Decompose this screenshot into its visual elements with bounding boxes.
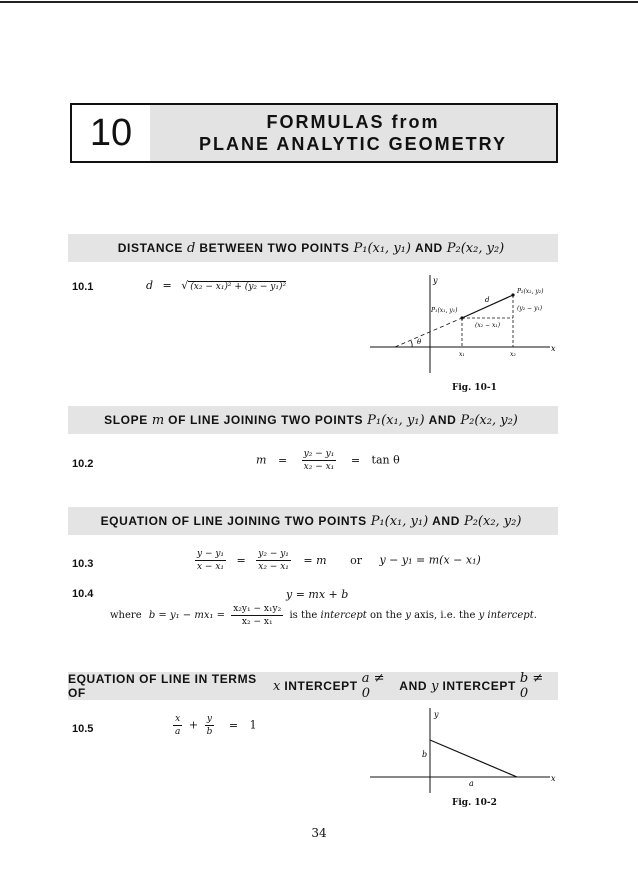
section-heading-equation-line: EQUATION OF LINE JOINING TWO POINTS P₁(x₁, y₁) AND P₂(x₂, y₂) bbox=[68, 507, 558, 535]
formula-number-10-1: 10.1 bbox=[72, 281, 94, 293]
extension-line bbox=[395, 318, 462, 347]
fig-10-2-caption: Fig. 10-2 bbox=[452, 798, 497, 808]
fig1-dy-label: (y₂ − y₁) bbox=[517, 305, 543, 312]
formula-number-10-4: 10.4 bbox=[72, 588, 94, 600]
fig1-d-label: d bbox=[485, 296, 490, 304]
theta-arc bbox=[411, 341, 412, 347]
fig2-b-label: b bbox=[422, 750, 428, 759]
fig-10-1-caption: Fig. 10-1 bbox=[452, 383, 497, 393]
top-rule bbox=[0, 1, 638, 3]
chapter-header bbox=[70, 103, 558, 163]
formula-10-4-note: where b = y₁ − mx₁ = $\frac{\text{x₂y₁ − x₁y₂}}{\text{x₂ − x₁}}$ is the intercept on the y axis, i.e. the y intercept. bbox=[110, 604, 537, 627]
formula-10-4: y = mx + b bbox=[286, 588, 349, 601]
section-heading-slope: SLOPE m OF LINE JOINING TWO POINTS P₁(x₁, y₁) AND P₂(x₂, y₂) bbox=[68, 406, 558, 434]
chapter-number: 10 bbox=[72, 105, 152, 161]
formula-10-5: $\frac{x}{a}$ + $\frac{y}{b}$ = 1 bbox=[175, 714, 257, 737]
chapter-title-line1: FORMULAS from bbox=[266, 112, 440, 132]
formula-10-3: $\frac{\text{y − y₁}}{\text{x − x₁}}$ = $\frac{\text{y₂ − y₁}}{\text{x₂ − x₁}}$ = m or y − y₁ = m(x − x₁) bbox=[197, 549, 481, 572]
fig1-p2-label: P₂(x₂, y₂) bbox=[517, 288, 544, 295]
section-heading-intercepts: EQUATION OF LINE IN TERMS OF x INTERCEPT a ≠ 0 AND y INTERCEPT b ≠ 0 bbox=[68, 672, 558, 700]
section-heading-distance: DISTANCE d BETWEEN TWO POINTS P₁(x₁, y₁) AND P₂(x₂, y₂) bbox=[68, 234, 558, 262]
chapter-title-line2: PLANE ANALYTIC GEOMETRY bbox=[198, 134, 508, 154]
fig1-x1-label: x₁ bbox=[459, 351, 465, 358]
formula-number-10-2: 10.2 bbox=[72, 458, 94, 470]
fig2-y-label: y bbox=[434, 710, 439, 719]
point-p2 bbox=[511, 293, 514, 296]
figure-10-1 bbox=[365, 270, 565, 380]
fig2-x-label: x bbox=[551, 774, 556, 783]
chapter-title bbox=[150, 105, 556, 161]
formula-number-10-5: 10.5 bbox=[72, 723, 94, 735]
point-p1 bbox=[460, 316, 463, 319]
fig1-x-label: x bbox=[551, 344, 556, 353]
fig1-dx-label: (x₂ − x₁) bbox=[475, 322, 501, 329]
intercept-line bbox=[430, 740, 517, 777]
formula-number-10-3: 10.3 bbox=[72, 558, 94, 570]
formula-10-2: m = $\frac{\text{y₂ − y₁}}{\text{x₂ − x₁}}$ = tan θ bbox=[256, 449, 400, 472]
fig1-y-label: y bbox=[433, 276, 438, 285]
fig1-theta-label: θ bbox=[417, 338, 422, 346]
page-number: 34 bbox=[311, 826, 327, 840]
fig1-p1-label: P₁(x₁, y₁) bbox=[431, 307, 458, 314]
figure-10-2 bbox=[365, 705, 565, 797]
formula-10-1: d = √ (x₂ − x₁)² + (y₂ − y₁)² bbox=[146, 279, 287, 292]
fig1-x2-label: x₂ bbox=[510, 351, 516, 358]
fig2-a-label: a bbox=[469, 779, 474, 788]
